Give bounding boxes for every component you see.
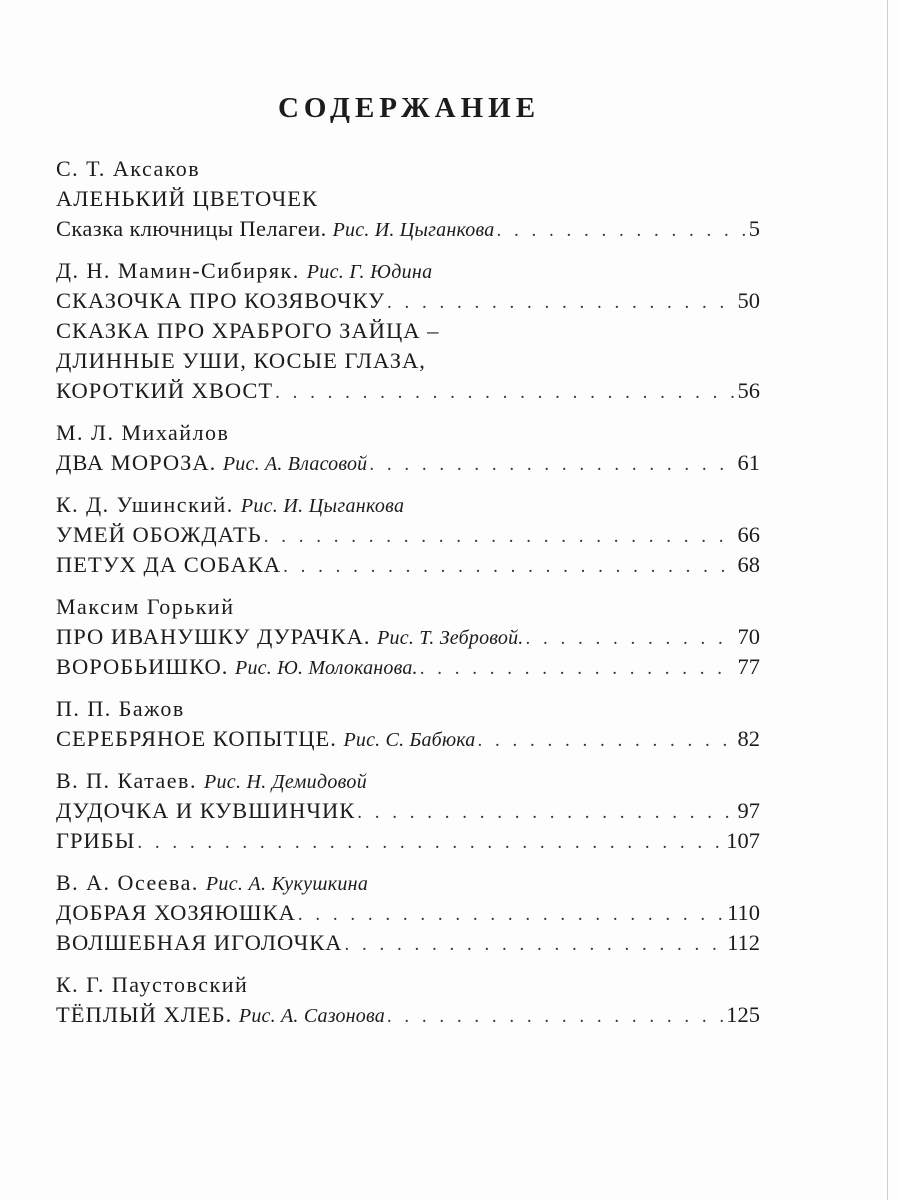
page-number: 70 [737,624,760,649]
illustrator-credit: Рис. С. Бабюка [343,729,476,751]
entry-title: СКАЗОЧКА ПРО КОЗЯВОЧКУ [56,288,386,313]
toc-entry[interactable] [56,724,760,754]
leader-dots [298,900,725,930]
illustrator-credit: Рис. И. Цыганкова [240,495,405,517]
toc-entry[interactable] [56,448,760,478]
author-name: В. П. Катаев. [56,768,197,793]
author-mamin-sibiryak [56,256,760,286]
author-aksakov: С. Т. Аксаков [56,156,201,181]
entry-title-line: СКАЗКА ПРО ХРАБРОГО ЗАЙЦА – [56,318,440,343]
toc-entry[interactable] [56,826,760,856]
toc-entry[interactable] [56,376,760,406]
entry-title: ДУДОЧКА И КУВШИНЧИК [56,798,356,823]
entry-title: ДОБРАЯ ХОЗЯЮШКА [56,900,296,925]
illustrator-credit: Рис. Г. Юдина [306,261,433,283]
author-ushinsky [56,490,760,520]
leader-dots [357,798,735,828]
author-name: К. Д. Ушинский. [56,492,234,517]
entry-title: УМЕЙ ОБОЖДАТЬ [56,522,262,547]
page-number: 110 [727,900,760,925]
leader-dots [478,726,736,756]
entry-title: ДВА МОРОЗА. [56,450,217,475]
leader-dots [275,378,735,408]
entry-title-line: ДЛИННЫЕ УШИ, КОСЫЕ ГЛАЗА, [56,348,426,373]
toc-entry[interactable] [56,928,760,958]
author-name: Д. Н. Мамин-Сибиряк. [56,258,300,283]
story-title-alenkiy-tsvetochek: АЛЕНЬКИЙ ЦВЕТОЧЕК [56,186,319,211]
page-number: 50 [737,288,760,313]
page-number: 97 [737,798,760,823]
author-paustovsky: К. Г. Паустовский [56,972,249,997]
page-edge-line [887,0,888,1200]
leader-dots [496,216,746,246]
page-number: 68 [737,552,760,577]
leader-dots [526,624,736,654]
page-number: 66 [737,522,760,547]
illustrator-credit: Рис. Т. Зебровой. [377,627,524,649]
author-gorky: Максим Горький [56,594,235,619]
illustrator-credit: Рис. Ю. Молоканова. [235,657,418,679]
entry-title: ВОРОБЬИШКО. [56,654,229,679]
leader-dots [345,930,726,960]
illustrator-credit: Рис. А. Кукушкина [205,873,369,895]
page-number: 112 [727,930,760,955]
entry-title: ПРО ИВАНУШКУ ДУРАЧКА. [56,624,371,649]
leader-dots [264,522,736,552]
toc-entry[interactable] [56,286,760,316]
toc-entry[interactable] [56,796,760,826]
toc-entry[interactable] [56,1000,760,1030]
entry-title: КОРОТКИЙ ХВОСТ [56,378,274,403]
toc-entry[interactable] [56,550,760,580]
toc-entry[interactable] [56,898,760,928]
leader-dots [137,828,724,858]
page-number: 125 [726,1002,760,1027]
entry-title: ВОЛШЕБНАЯ ИГОЛОЧКА [56,930,343,955]
entry-title: ГРИБЫ [56,828,136,853]
page-number: 61 [737,450,760,475]
author-oseeva [56,868,760,898]
author-mikhailov: М. Л. Михайлов [56,420,230,445]
page-title: СОДЕРЖАНИЕ [277,92,541,124]
toc-entry[interactable] [56,520,760,550]
leader-dots [387,288,735,318]
toc-entry[interactable] [56,652,760,682]
page-number: 107 [726,828,760,853]
illustrator-credit: Рис. А. Власовой [222,453,368,475]
toc-entry[interactable] [56,622,760,652]
leader-dots [420,654,736,684]
author-name: В. А. Осеева. [56,870,199,895]
illustrator-credit: Рис. И. Цыганкова [332,219,495,241]
page-number: 77 [737,654,760,679]
entry-title: ТЁПЛЫЙ ХЛЕБ. [56,1002,233,1027]
leader-dots [387,1002,724,1032]
leader-dots [283,552,735,582]
illustrator-credit: Рис. А. Сазонова [238,1005,385,1027]
author-bazhov: П. П. Бажов [56,696,185,721]
illustrator-credit: Рис. Н. Демидовой [203,771,367,793]
entry-title: ПЕТУХ ДА СОБАКА [56,552,282,577]
entry-subtitle: Сказка ключницы Пелагеи. [56,216,327,241]
author-kataev [56,766,760,796]
table-of-contents [56,154,760,1030]
toc-entry[interactable] [56,214,760,244]
page-number: 56 [737,378,760,403]
page-number: 5 [748,216,760,241]
leader-dots [369,450,735,480]
page-number: 82 [737,726,760,751]
entry-title: СЕРЕБРЯНОЕ КОПЫТЦЕ. [56,726,337,751]
